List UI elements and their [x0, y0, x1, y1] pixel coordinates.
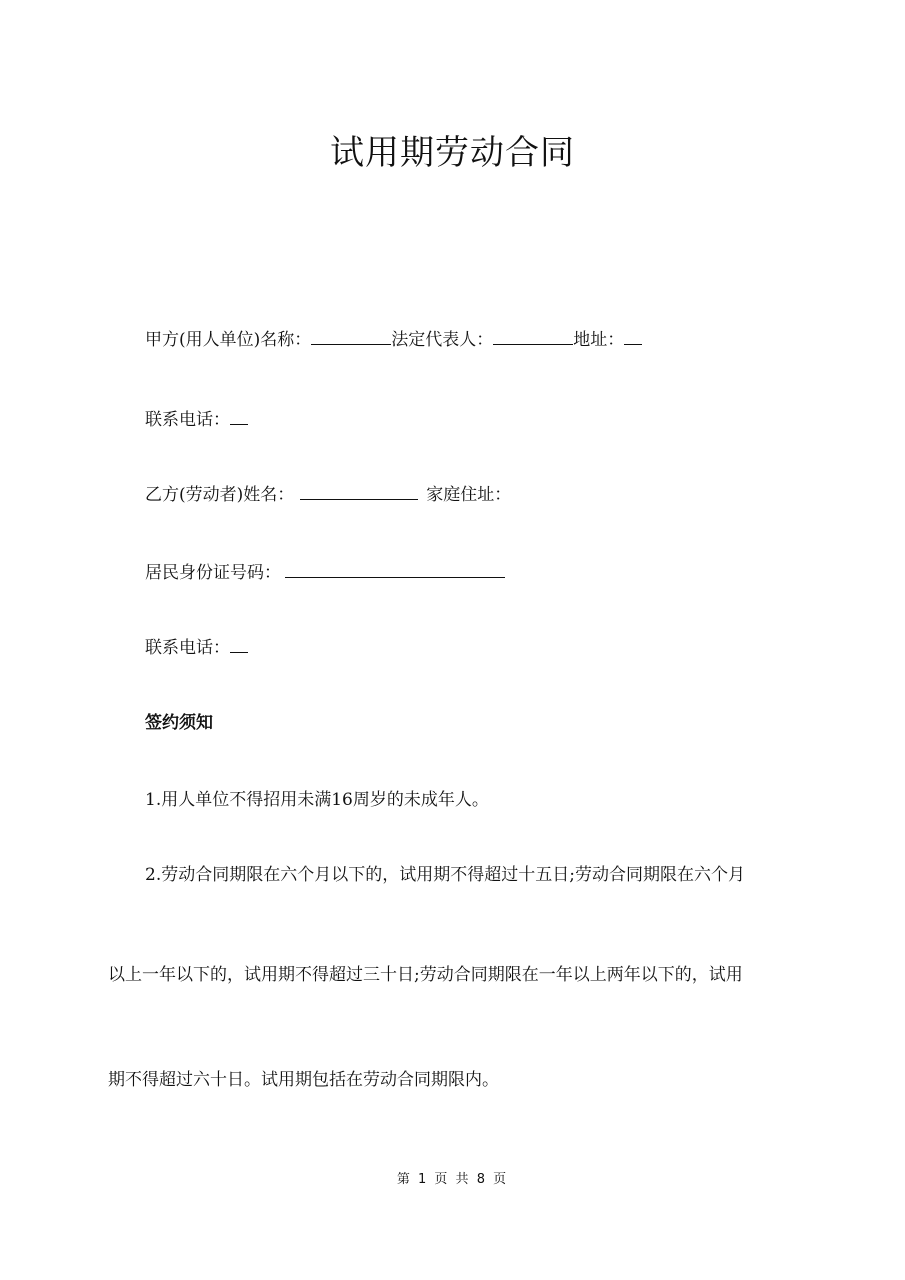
- notice-item-2-line-3: 期不得超过六十日。试用期包括在劳动合同期限内。: [108, 1070, 499, 1090]
- party-b-name-blank: [300, 483, 418, 500]
- notice-heading: 签约须知: [145, 713, 213, 733]
- party-a-rep-blank: [493, 328, 573, 345]
- document-title: 试用期劳动合同: [330, 133, 575, 173]
- notice-item-2-line-1: 2.劳动合同期限在六个月以下的，试用期不得超过十五日;劳动合同期限在六个月: [145, 865, 745, 885]
- party-a-phone-blank: [230, 408, 248, 425]
- party-a-address-blank: [624, 328, 642, 345]
- party-a-address-label: 地址：: [573, 330, 625, 350]
- party-a-name-label: 甲方(用人单位)名称：: [145, 330, 312, 350]
- party-b-home-address-label: 家庭住址：: [426, 485, 512, 505]
- party-a-phone-label: 联系电话：: [145, 410, 230, 430]
- party-b-line: [145, 483, 511, 507]
- party-b-name-label: 乙方(劳动者)姓名：: [145, 485, 295, 505]
- party-b-phone-line: [145, 636, 248, 660]
- party-a-phone-line: [145, 408, 248, 432]
- party-b-id-label: 居民身份证号码：: [145, 563, 281, 583]
- party-b-id-blank: [285, 561, 505, 578]
- party-b-phone-blank: [230, 636, 248, 653]
- notice-item-2-line-2: 以上一年以下的，试用期不得超过三十日;劳动合同期限在一年以上两年以下的，试用: [108, 965, 743, 985]
- party-b-id-line: [145, 561, 505, 585]
- party-b-phone-label: 联系电话：: [145, 638, 230, 658]
- page-number: 第 1 页 共 8 页: [396, 1172, 509, 1187]
- party-a-line: [145, 328, 642, 352]
- party-a-rep-label: 法定代表人：: [391, 330, 494, 350]
- party-a-name-blank: [311, 328, 391, 345]
- notice-item-1: 1.用人单位不得招用未满16周岁的未成年人。: [145, 790, 489, 810]
